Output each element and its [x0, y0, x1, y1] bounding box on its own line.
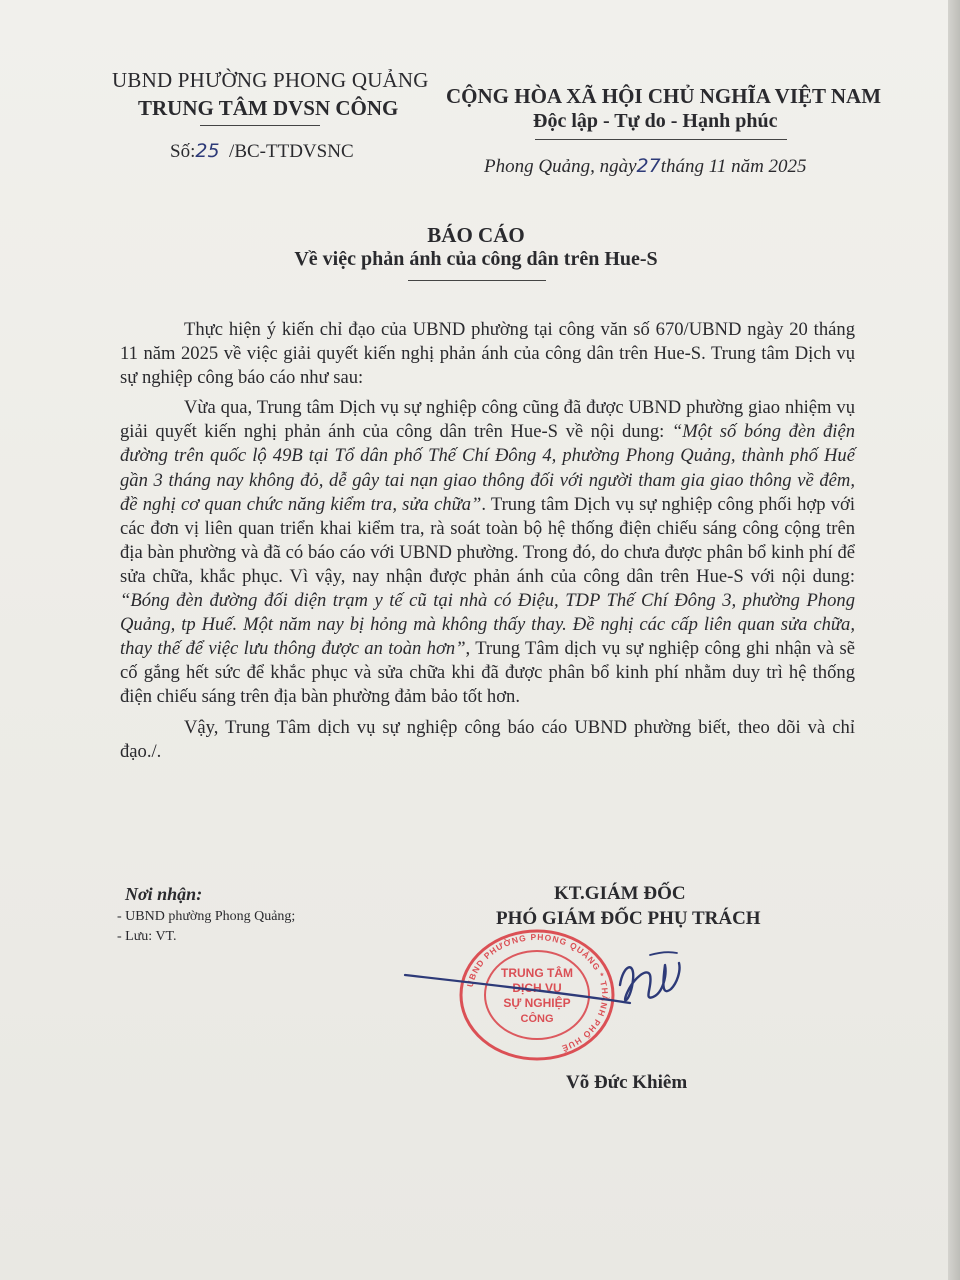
paragraph-2-part-a: Vừa qua, Trung tâm Dịch vụ sự nghiệp công cũng đã được UBND phường giao nhiệm vụ giải quyết kiến nghị phản ánh của công dân trên Hue-S về nội dung: [120, 397, 855, 443]
recipients-title: Nơi nhận: [125, 884, 203, 904]
date-day-handwritten: 27 [636, 155, 661, 177]
national-title: CỘNG HÒA XÃ HỘI CHỦ NGHĨA VIỆT NAM [446, 84, 882, 108]
motto-underline [535, 139, 787, 140]
document-body [120, 318, 855, 770]
agency-underline [200, 125, 320, 126]
agency-name: TRUNG TÂM DVSN CÔNG [138, 96, 399, 120]
date-line [484, 155, 807, 178]
signature-role-line2: PHÓ GIÁM ĐỐC PHỤ TRÁCH [496, 908, 761, 929]
stamp-line-2: DỊCH VỤ [512, 981, 562, 995]
national-motto: Độc lập - Tự do - Hạnh phúc [533, 110, 778, 132]
paragraph-2-part-c: , Trung Tâm dịch vụ sự nghiệp công ghi nhận và sẽ cố gắng hết sức để khắc phục và sửa chữa khi đã được phân bổ kinh phí nhằm duy trì hệ thống điện chiếu sáng trên địa bàn phường đảm bảo tốt hơn. [120, 638, 855, 708]
stamp-line-4: CÔNG [520, 1013, 554, 1025]
paragraph-2 [120, 396, 855, 709]
paragraph-2-part-b: . Trung tâm Dịch vụ sự nghiệp công phối hợp với các đơn vị liên quan triển khai kiểm tra, rà soát toàn bộ hệ thống điện chiếu sáng công cộng trên địa bàn phường và đã có báo cáo với UBND phường. Trong đó, do chưa được phân bổ kinh phí để sửa chữa, khắc phục. Vì vậy, nay nhận được phản ánh của công dân trên Hue-S với nội dung: [120, 493, 855, 587]
stamp-line-1: TRUNG TÂM [501, 966, 573, 980]
handwritten-signature [395, 945, 695, 1035]
recipient-item: - Lưu: VT. [117, 929, 177, 944]
signer-name: Võ Đức Khiêm [566, 1072, 688, 1093]
recipient-item: - UBND phường Phong Quảng; [117, 909, 296, 924]
document-number [170, 140, 354, 163]
signature-role-line1: KT.GIÁM ĐỐC [554, 883, 686, 904]
date-prefix: Phong Quảng, ngày [484, 156, 637, 177]
doc-number-prefix: Số: [170, 141, 196, 162]
stamp-line-3: SỰ NGHIỆP [503, 996, 571, 1010]
stamp-ring-text: UBND PHƯỜNG PHONG QUẢNG * THÀNH PHỐ HUẾ [464, 931, 611, 1054]
title-underline [408, 280, 546, 281]
document-subtitle: Về việc phản ánh của công dân trên Hue-S [294, 248, 658, 270]
paragraph-3: Vậy, Trung Tâm dịch vụ sự nghiệp công báo cáo UBND phường biết, theo dõi và chỉ đạo./. [120, 716, 855, 762]
paragraph-1: Thực hiện ý kiến chỉ đạo của UBND phường tại công văn số 670/UBND ngày 20 tháng 11 năm 2025 về việc giải quyết kiến nghị phản ánh của công dân trên Hue-S. Trung tâm Dịch vụ sự nghiệp công báo cáo như sau: [120, 319, 855, 389]
date-suffix: tháng 11 năm 2025 [660, 156, 807, 177]
page-edge-shadow [948, 0, 960, 1280]
citizen-quote-2: “Bóng đèn đường đối diện trạm y tế cũ tại nhà có Điệu, TDP Thế Chí Đông 3, phường Phong Quảng, tp Huế. Một năm nay bị hỏng mà không thấy thay. Đề nghị các cấp liên quan sửa chữa, thay thế để việc lưu thông được an toàn hơn” [120, 590, 855, 660]
citizen-quote-1: “Một số bóng đèn điện đường trên quốc lộ 49B tại Tổ dân phố Thế Chí Đông 4, phường Phong Quảng, thành phố Huế gần 3 tháng nay không đỏ, dễ gây tai nạn giao thông đối với người tham gia giao thông về đêm, đề nghị cơ quan chức năng kiểm tra, sửa chữa” [120, 421, 856, 515]
doc-number-handwritten: 25 [195, 140, 220, 162]
agency-parent: UBND PHƯỜNG PHONG QUẢNG [112, 68, 429, 92]
doc-number-suffix: /BC-TTDVSNC [229, 141, 354, 162]
document-title: BÁO CÁO [427, 223, 525, 247]
